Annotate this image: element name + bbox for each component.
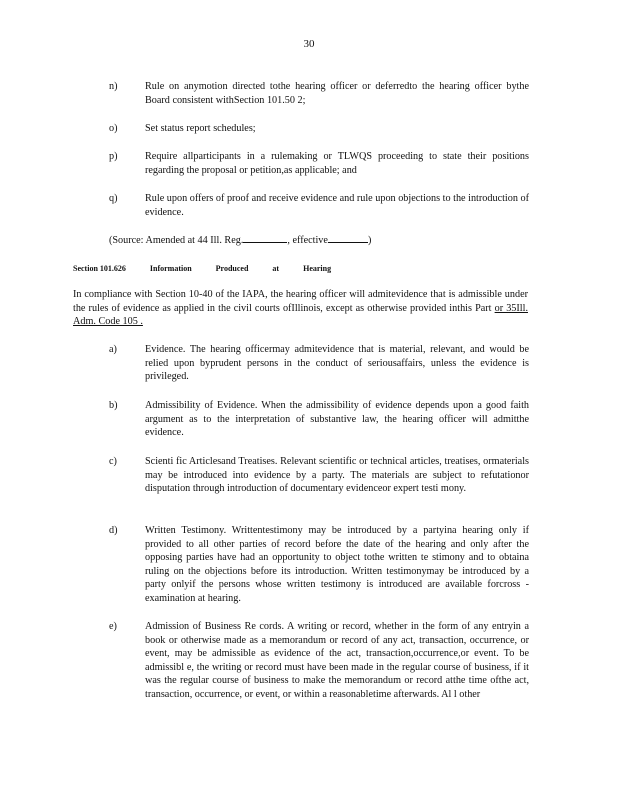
list-item-p (109, 150, 529, 177)
list-item-text: Set status report schedules; (145, 123, 256, 134)
subsection-label: c) (109, 456, 117, 467)
source-note (109, 232, 371, 248)
section-title-word: at (272, 264, 280, 273)
page-number: 30 (303, 38, 315, 50)
list-item-text: Require allparticipants in a rulemaking or TLWQS proceeding to state their positions regarding the proposal or petition,as applicable; and (145, 151, 529, 176)
section-title-word: Produced (215, 264, 249, 273)
subsection-label: a) (109, 344, 117, 355)
intro-paragraph (73, 288, 528, 329)
subsection-text: Written Testimony. Writtentestimony may be introduced by a partyina hearing only if provided to all other parties of record before the date of the hearing and only after the opposing parties have had an opportunity to object tothe written te stimony and to obtaina ruling on the objections before its introduction. Written testimonymay be introduced by a party onlyif the persons whose written testimony is introduced are available forcross - examination at hearing. (145, 525, 529, 604)
subsection-text: Evidence. The hearing officermay admitevidence that is material, relevant, and would be relied upon byprudent persons in the conduct of seriousaffairs, unless the evidence is privileged. (145, 344, 529, 383)
list-item-n (109, 80, 529, 107)
list-item-text: Rule on anymotion directed tothe hearing officer or deferredto the hearing officer bythe Board consistent withSection 101.50 2; (145, 81, 529, 106)
intro-text: In compliance with Section 10-40 of the IAPA, the hearing officer will admitevidence that is admissible under the rules of evidence as applied in the civil courts ofIllinois, except as otherwise provided inthis Part (73, 289, 528, 314)
subsection-label: e) (109, 621, 117, 632)
subsection-label: d) (109, 525, 118, 536)
source-suffix: ) (367, 235, 372, 246)
subsection-c (109, 455, 529, 496)
section-number: Section 101.626 (73, 264, 126, 273)
list-item-q (109, 192, 529, 219)
list-item-text: Rule upon offers of proof and receive evidence and rule upon objections to the introduction of evidence. (145, 193, 529, 218)
intro-underlined-text: or 35Ill. Adm. Code 105 . (73, 302, 528, 328)
blank-line (328, 232, 368, 243)
subsection-d (109, 524, 529, 606)
list-item-label: o) (109, 123, 118, 134)
source-middle: , effective (287, 235, 328, 246)
list-item-label: n) (109, 81, 118, 92)
subsection-a (109, 343, 529, 384)
list-item-o (109, 122, 529, 136)
subsection-text: Admissibility of Evidence. When the admissibility of evidence depends upon a good faith argument as to the interpretation of substantive law, the hearing officer will admitthe evidence. (145, 400, 529, 439)
list-item-label: q) (109, 193, 118, 204)
list-item-label: p) (109, 151, 118, 162)
subsection-e (109, 620, 529, 702)
section-title-word: Hearing (303, 264, 332, 273)
subsection-text: Scienti fic Articlesand Treatises. Relevant scientific or technical articles, treatises, ormaterials may be introduced into evidence by a party. The materials are subject to refutationor disputation through introduction of documentary evidenceor expert testi mony. (145, 456, 529, 495)
source-prefix: (Source: Amended at 44 Ill. Reg. (109, 235, 244, 246)
section-title-word: Information (149, 264, 192, 273)
blank-line (243, 232, 287, 243)
subsection-text: Admission of Business Re cords. A writing or record, whether in the form of any entryin a book or otherwise made as a memorandum or record of any act, transaction, occurrence, or event, may be admissible as evidence of the act, transaction,occurrence,or event. To be admissibl e, the writing or record must have been made in the regular course of business, if it was the regular course of business to make the memorandum or record atthe time ofthe act, transaction, occurrence, or event, or within a reasonabletime afterwards. Al l other (145, 621, 529, 700)
subsection-label: b) (109, 400, 118, 411)
section-heading (73, 262, 355, 276)
subsection-b (109, 399, 529, 440)
